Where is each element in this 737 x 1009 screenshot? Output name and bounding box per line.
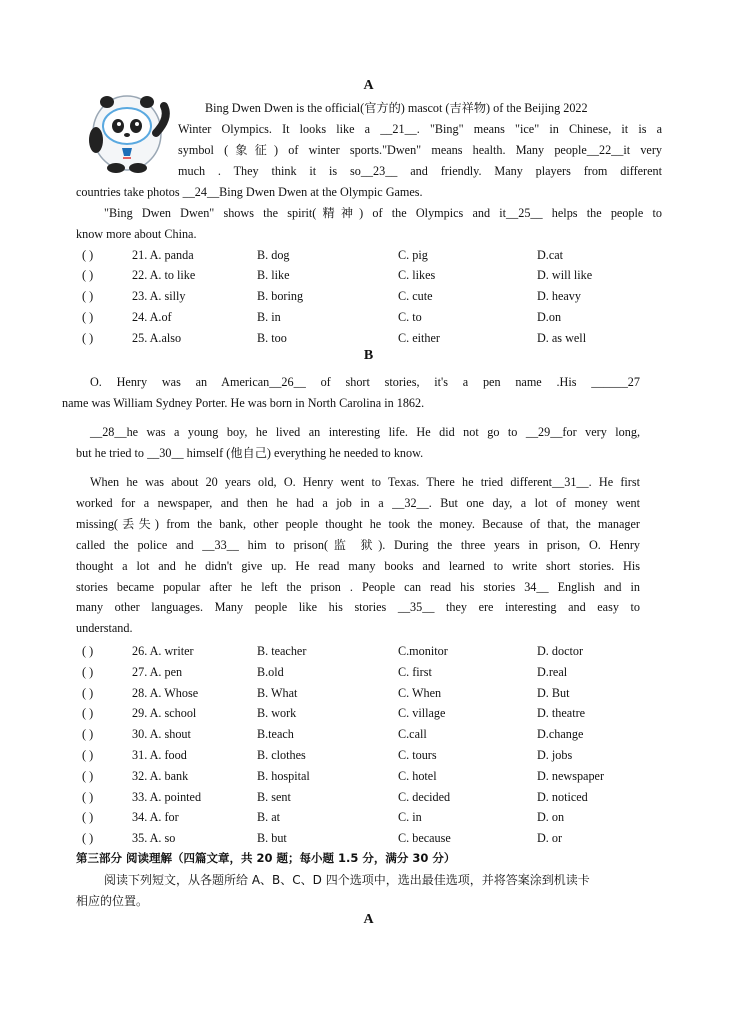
question-row [82,330,682,346]
option-b: B. too [257,331,287,345]
option-a: 30. A. shout [132,727,191,741]
option-d: D. noticed [537,790,588,804]
option-d: D. heavy [537,289,581,303]
option-c: C. cute [398,289,433,303]
option-d: D. on [537,810,565,824]
option-a: 25. A.also [132,331,182,345]
question-row [82,247,682,263]
option-c: C. decided [398,790,451,804]
option-a: 22. A. to like [132,268,196,282]
section-b-p2-line-1: __28__he was a young boy, he lived an interesting life. He did not go to __29__for very long, [90,425,640,439]
section-a-line-6: "Bing Dwen Dwen" shows the spirit(精神) of the Olympics and it__25__ helps the people to [104,206,662,220]
answer-paren: ( ) [82,790,94,804]
option-b: B. clothes [257,748,306,762]
option-c: C. in [398,810,422,824]
option-d: D.change [537,727,584,741]
section-b-p3-line-1: When he was about 20 years old, O. Henry went to Texas. There he tried different__31__. He first [90,475,640,489]
question-row [82,288,682,304]
section-a-line-7: know more about China. [76,227,197,241]
answer-paren: ( ) [82,686,94,700]
section-b-p3-line-4: called the police and __33__ him to prison(监 狱). During the three years in prison, O. Henry [76,538,640,552]
option-a: 24. A.of [132,310,172,324]
option-c: C. When [398,686,442,700]
part3-instruction-line-1: 阅读下列短文，从各题所给 A、B、C、D 四个选项中，选出最佳选项，并将答案涂到机读卡 [104,873,590,887]
option-c: C. hotel [398,769,437,783]
section-b-p1-line-2: name was William Sydney Porter. He was born in North Carolina in 1862. [62,396,425,410]
option-b: B.teach [257,727,294,741]
option-c: C. either [398,331,440,345]
option-d: D. or [537,831,563,845]
question-row [82,643,682,659]
answer-paren: ( ) [82,331,94,345]
option-d: D. doctor [537,644,584,658]
section-b-p3-line-2: worked for a newspaper, and then he had a job in a __32__. But one day, a lot of money went [76,496,640,510]
option-d: D. will like [537,268,593,282]
option-b: B. What [257,686,298,700]
option-b: B. work [257,706,297,720]
option-b: B. but [257,831,287,845]
section-b-p3-line-8: understand. [76,621,133,635]
option-b: B. teacher [257,644,307,658]
section-a-line-2: Winter Olympics. It looks like a __21__. "Bing" means "ice" in Chinese, it is a [178,122,662,136]
answer-paren: ( ) [82,665,94,679]
option-d: D. But [537,686,570,700]
answer-paren: ( ) [82,289,94,303]
option-a: 31. A. food [132,748,187,762]
option-a: 34. A. for [132,810,179,824]
option-b: B. sent [257,790,291,804]
section-b-p3-line-3: missing(丢失) from the bank, other people thought he took the money. Because of that, the manager [76,517,640,531]
option-c: C. tours [398,748,437,762]
section-b-heading: B [363,348,374,363]
question-row [82,267,682,283]
part3-title: 第三部分 阅读理解（四篇文章，共 20 题；每小题 1.5 分，满分 30 分） [76,851,456,865]
option-c: C.monitor [398,644,448,658]
bing-dwen-dwen-mascot-image [80,88,174,174]
answer-paren: ( ) [82,810,94,824]
section-a-line-3: symbol (象征) of winter sports."Dwen" means health. Many people__22__it very [178,143,662,157]
option-a: 26. A. writer [132,644,194,658]
option-b: B. at [257,810,281,824]
option-c: C.call [398,727,427,741]
section-a-line-1: Bing Dwen Dwen is the official(官方的) mascot (吉祥物) of the Beijing 2022 [205,101,588,115]
option-b: B. like [257,268,290,282]
answer-paren: ( ) [82,727,94,741]
answer-paren: ( ) [82,310,94,324]
option-d: D.real [537,665,568,679]
option-c: C. pig [398,248,428,262]
option-a: 28. A. Whose [132,686,199,700]
option-c: C. to [398,310,422,324]
section-a-line-4: much . They think it is so__23__ and friendly. Many players from different [178,164,662,178]
option-a: 33. A. pointed [132,790,202,804]
option-a: 23. A. silly [132,289,186,303]
section-a-line-5: countries take photos __24__Bing Dwen Dwen at the Olympic Games. [76,185,423,199]
answer-paren: ( ) [82,769,94,783]
question-row [82,664,682,680]
part3-instruction-line-2: 相应的位置。 [76,894,149,908]
part3-heading: A [363,912,374,927]
option-c: C. first [398,665,432,679]
question-row [82,830,682,846]
question-row [82,809,682,825]
section-b-p1-line-1: O. Henry was an American__26__ of short stories, it's a pen name .His ______27 [90,375,640,389]
section-b-p3-line-6: stories became popular after he left the prison . People can read his stories 34__ English and in [76,580,640,594]
question-row [82,309,682,325]
option-d: D. as well [537,331,587,345]
option-a: 32. A. bank [132,769,189,783]
option-d: D.on [537,310,562,324]
option-b: B. dog [257,248,290,262]
option-d: D. jobs [537,748,573,762]
option-d: D.cat [537,248,564,262]
option-b: B. boring [257,289,304,303]
option-b: B. hospital [257,769,310,783]
option-c: C. likes [398,268,436,282]
answer-paren: ( ) [82,831,94,845]
section-b-p3-line-5: thought a lot and he didn't give up. He read many books and learned to write short stories. His [76,559,640,573]
section-a-heading: A [363,78,374,93]
answer-paren: ( ) [82,248,94,262]
option-a: 35. A. so [132,831,176,845]
answer-paren: ( ) [82,748,94,762]
question-row [82,726,682,742]
option-a: 27. A. pen [132,665,183,679]
option-d: D. theatre [537,706,586,720]
answer-paren: ( ) [82,706,94,720]
option-c: C. because [398,831,451,845]
option-b: B. in [257,310,281,324]
option-a: 29. A. school [132,706,197,720]
option-c: C. village [398,706,446,720]
question-row [82,747,682,763]
question-row [82,768,682,784]
section-b-p2-line-2: but he tried to __30__ himself (他自己) everything he needed to know. [76,446,424,460]
answer-paren: ( ) [82,644,94,658]
answer-paren: ( ) [82,268,94,282]
question-row [82,705,682,721]
section-b-p3-line-7: many other languages. Many people like his stories __35__ they ere interesting and easy to [76,600,640,614]
question-row [82,685,682,701]
question-row [82,789,682,805]
option-b: B.old [257,665,284,679]
option-a: 21. A. panda [132,248,194,262]
option-d: D. newspaper [537,769,605,783]
